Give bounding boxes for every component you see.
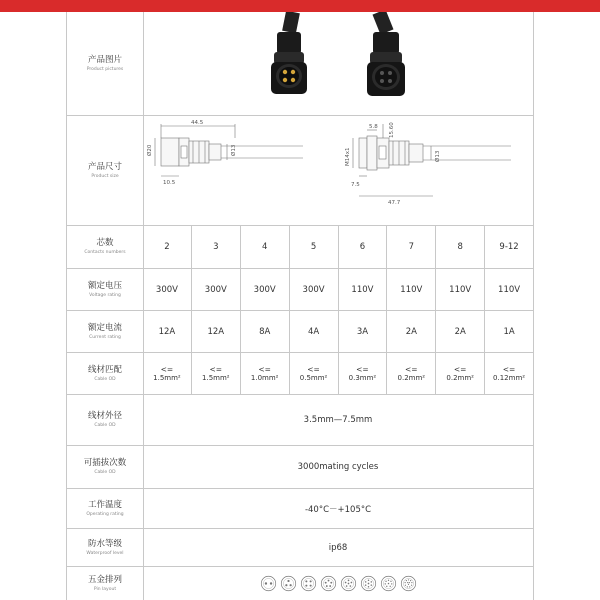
current-cell: 12A <box>143 311 192 352</box>
female-dimension-drawing <box>353 124 511 196</box>
cable-od-value: 0.2mm² <box>397 373 426 382</box>
voltage-cell: 110V <box>387 269 436 310</box>
female-thread-label: M14x1 <box>345 147 351 166</box>
top-accent-bar <box>0 0 600 12</box>
row-waterproof <box>67 529 533 567</box>
male-connector-image <box>271 12 307 94</box>
le-sign: <= <box>502 364 516 374</box>
cable-od-cell <box>290 353 339 394</box>
pin-layout-3-icon <box>280 575 297 592</box>
cable-od-value: 0.3mm² <box>348 373 377 382</box>
label-cn: 芯数 <box>96 238 114 248</box>
cable-od-value: 1.5mm² <box>153 373 181 382</box>
label-cn: 额定电流 <box>87 322 122 333</box>
product-photo <box>143 12 533 115</box>
voltage-cell: 110V <box>339 269 388 310</box>
le-sign: <= <box>209 364 223 374</box>
pin-layout-icons <box>143 567 533 600</box>
male-length-label: 44.5 <box>191 120 204 126</box>
cable-od-value: 0.12mm² <box>493 373 526 382</box>
cable-od-cell <box>436 353 485 394</box>
current-cell: 3A <box>339 311 388 352</box>
contacts-cell: 8 <box>436 226 485 268</box>
row-mating-cycles <box>67 446 533 489</box>
pin-layout-8-icon <box>380 575 397 592</box>
dimension-drawing <box>143 116 533 226</box>
label-cn: 防水等级 <box>87 538 122 549</box>
row-cable-outer <box>67 395 533 446</box>
row-label <box>67 446 144 488</box>
female-connector-image <box>367 12 405 96</box>
voltage-cell: 300V <box>143 269 192 310</box>
pin-layout-2-icon <box>260 575 277 592</box>
waterproof-value: ip68 <box>328 542 348 553</box>
contacts-cell: 4 <box>241 226 290 268</box>
le-sign: <= <box>258 364 271 374</box>
current-cell: 12A <box>192 311 241 352</box>
voltage-cell: 300V <box>192 269 241 310</box>
row-product-pictures <box>67 12 533 116</box>
male-nut-label: 10.5 <box>163 180 176 186</box>
contacts-cell: 7 <box>387 226 436 268</box>
row-label <box>67 489 144 528</box>
female-b-label: 15.60 <box>389 122 395 138</box>
label-en: Cable OD <box>94 376 116 382</box>
label-cn: 额定电压 <box>87 280 122 291</box>
voltage-cell: 300V <box>290 269 339 310</box>
le-sign: <= <box>307 364 320 374</box>
cable-od-cell <box>241 353 290 394</box>
current-cell: 8A <box>241 311 290 352</box>
label-en: Operating rating <box>86 511 124 517</box>
label-en: Contacts numbers <box>84 250 126 255</box>
row-pin-layout <box>67 567 533 600</box>
label-en: Voltage rating <box>89 292 121 298</box>
le-sign: <= <box>356 364 369 374</box>
cable-od-value: 0.5mm² <box>299 373 328 382</box>
contacts-cell: 6 <box>339 226 388 268</box>
female-length-label: 47.7 <box>388 200 401 206</box>
label-en: Product size <box>91 173 119 179</box>
contacts-cell: 9-12 <box>499 242 519 252</box>
row-current <box>67 311 533 353</box>
voltage-cell: 110V <box>498 284 521 295</box>
le-sign: <= <box>405 364 418 374</box>
male-dimension-drawing <box>155 124 303 176</box>
mating-cycles-value: 3000mating cycles <box>297 462 379 472</box>
le-sign: <= <box>160 364 174 374</box>
male-cable-diameter-label: Ø13 <box>231 144 237 156</box>
label-cn: 线材匹配 <box>87 364 122 375</box>
contacts-cell: 5 <box>290 226 339 268</box>
cable-od-cell <box>485 353 533 394</box>
row-label <box>67 311 144 352</box>
cable-od-cell <box>339 353 388 394</box>
dimension-drawings <box>143 116 533 225</box>
label-cn: 工作温度 <box>87 499 122 510</box>
female-a-label: 5.8 <box>369 124 378 130</box>
label-cn: 产品图片 <box>87 54 122 65</box>
contacts-cell: 3 <box>192 226 241 268</box>
pin-layout-6-icon <box>340 575 357 592</box>
cable-od-value: 1.5mm² <box>202 373 230 382</box>
current-cell: 2A <box>436 311 485 352</box>
pin-layout-5-icon <box>320 575 337 592</box>
row-label <box>67 353 144 394</box>
label-cn: 线材外径 <box>87 411 122 421</box>
label-cn: 五金排列 <box>87 574 122 585</box>
female-cable-diameter-label: Ø13 <box>435 150 441 162</box>
row-contacts <box>67 226 533 269</box>
row-label <box>67 567 144 600</box>
row-label <box>67 269 144 310</box>
row-label <box>67 529 144 566</box>
row-label <box>67 226 144 268</box>
label-en: Cable OD <box>94 470 116 475</box>
row-label <box>67 395 144 445</box>
female-c-label: 7.5 <box>351 182 360 188</box>
cable-od-value: 1.0mm² <box>250 373 279 382</box>
label-cn: 可插拔次数 <box>83 458 127 468</box>
pin-layout-12-icon <box>400 575 417 592</box>
cable-od-cell <box>387 353 436 394</box>
row-label <box>67 12 144 115</box>
operating-temp-value: -40°C－+105°C <box>304 504 372 515</box>
label-en: Cable OD <box>94 423 116 428</box>
label-en: Current rating <box>89 334 121 340</box>
label-en: Product pictures <box>86 66 124 72</box>
row-operating-temp <box>67 489 533 529</box>
cable-od-cell <box>143 353 192 394</box>
spec-table <box>66 12 534 600</box>
current-cell: 2A <box>387 311 436 352</box>
cable-od-cell <box>192 353 241 394</box>
row-voltage <box>67 269 533 311</box>
row-product-size <box>67 116 533 226</box>
cable-od-value: 0.2mm² <box>446 373 474 382</box>
row-cable-od <box>67 353 533 395</box>
voltage-cell: 110V <box>436 269 485 310</box>
le-sign: <= <box>453 364 467 374</box>
voltage-cell: 300V <box>241 269 290 310</box>
pin-layout-7-icon <box>360 575 377 592</box>
label-en: Pin layout <box>93 586 117 592</box>
contacts-cell: 2 <box>143 226 192 268</box>
current-cell: 4A <box>290 311 339 352</box>
row-label <box>67 116 144 225</box>
current-cell: 1A <box>503 326 515 337</box>
label-en: Waterproof level <box>86 550 124 556</box>
label-cn: 产品尺寸 <box>87 161 122 172</box>
cable-outer-value: 3.5mm—7.5mm <box>303 415 373 425</box>
connector-photo <box>143 12 533 116</box>
pin-layout-4-icon <box>300 575 317 592</box>
male-diameter-label: Ø20 <box>147 144 153 156</box>
